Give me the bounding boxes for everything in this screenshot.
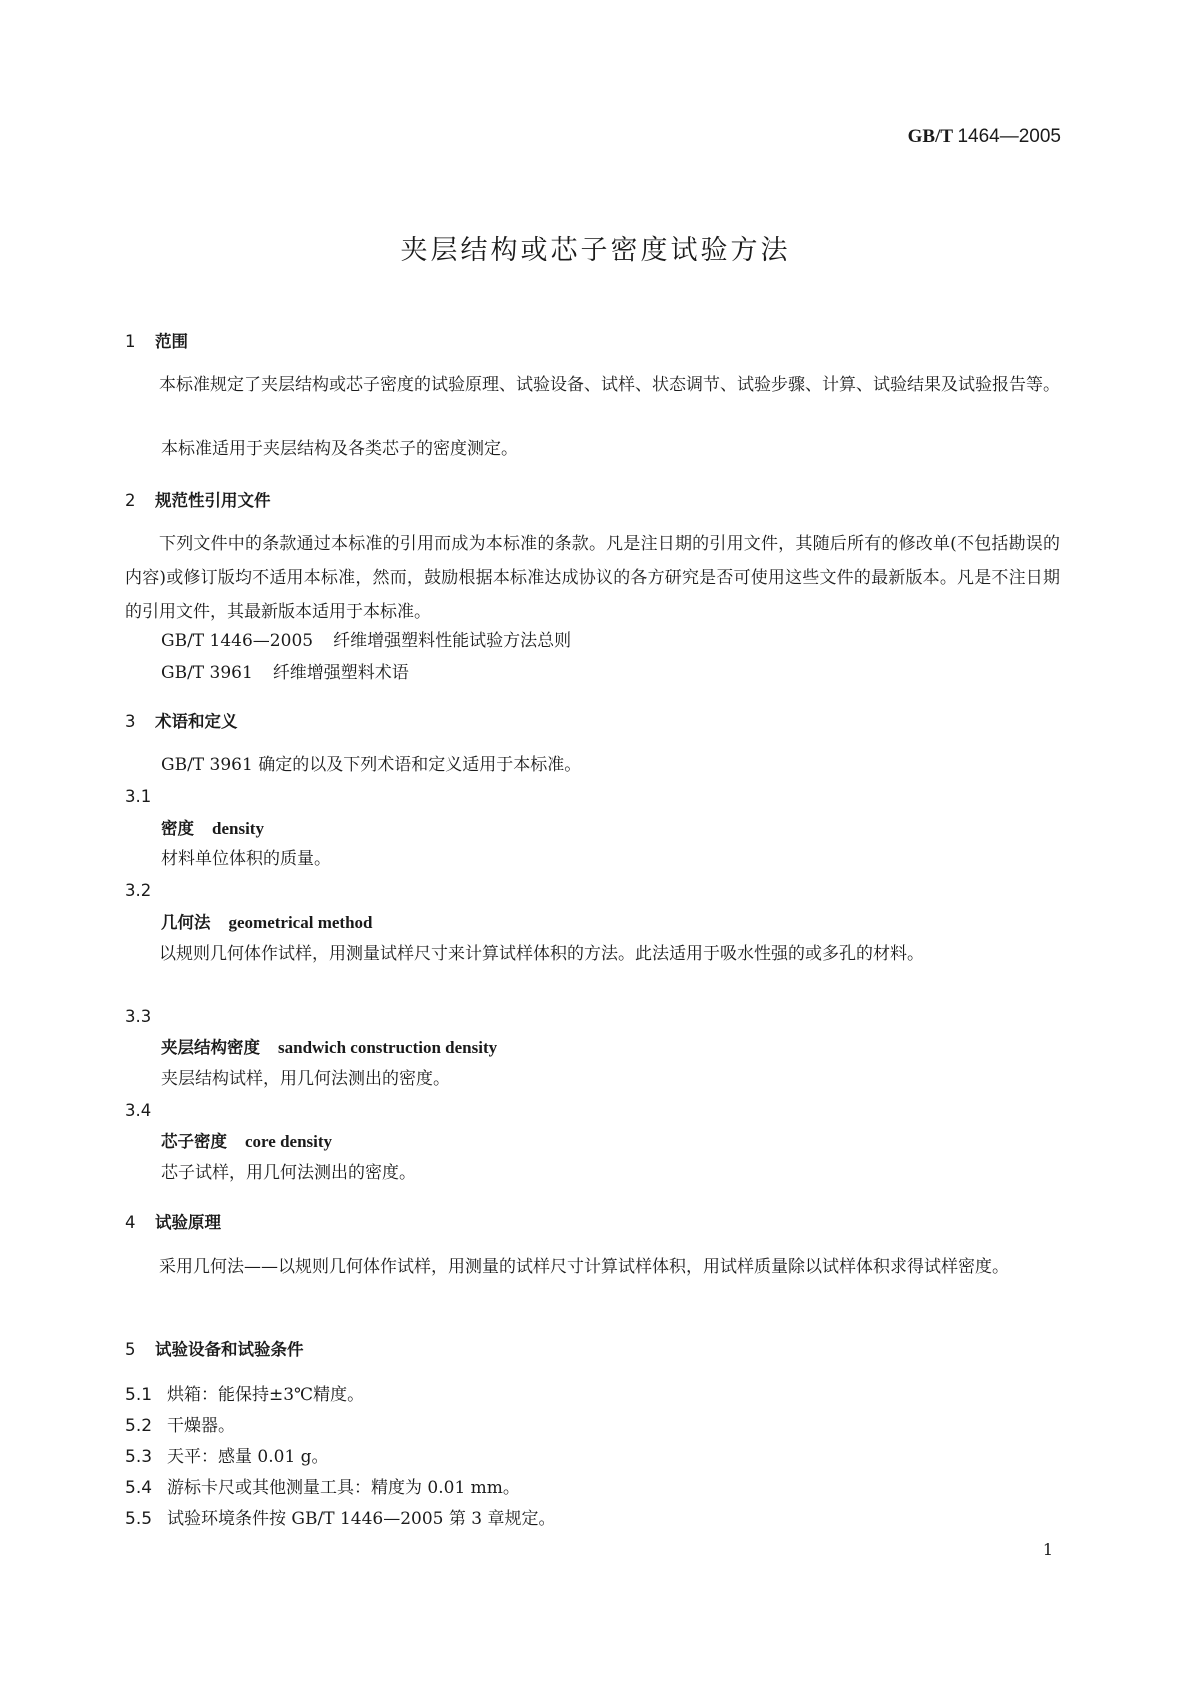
section-1-paragraph-2: 本标准适用于夹层结构及各类芯子的密度测定。 xyxy=(161,439,518,459)
standard-code xyxy=(908,126,1061,148)
list-item: 5.5 试验环境条件按 GB/T 1446—2005 第 3 章规定。 xyxy=(125,1509,556,1529)
section-heading-5: 5 试验设备和试验条件 xyxy=(125,1340,304,1359)
section-heading-3: 3 术语和定义 xyxy=(125,712,238,731)
term-definition: 以规则几何体作试样，用测量试样尺寸来计算试样体积的方法。此法适用于吸水性强的或多孔的材料。 xyxy=(159,944,924,964)
document-title: 夹层结构或芯子密度试验方法 xyxy=(400,235,791,266)
term-number: 3.3 xyxy=(125,1007,152,1026)
term-number: 3.1 xyxy=(125,787,152,806)
standard-prefix: GB/T xyxy=(907,126,953,147)
term-definition: 芯子试样，用几何法测出的密度。 xyxy=(161,1163,416,1183)
term-number: 3.2 xyxy=(125,881,152,900)
list-item: 5.3 天平：感量 0.01 g。 xyxy=(125,1447,329,1467)
section-heading-2: 2 规范性引用文件 xyxy=(125,491,271,510)
term-heading: 几何法 geometrical method xyxy=(161,913,373,932)
list-item: 5.4 游标卡尺或其他测量工具：精度为 0.01 mm。 xyxy=(125,1478,520,1498)
term-heading: 密度 density xyxy=(161,819,264,838)
reference-item: GB/T 1446—2005 纤维增强塑料性能试验方法总则 xyxy=(161,631,572,651)
section-heading-1: 1 范围 xyxy=(125,332,188,351)
term-heading: 芯子密度 core density xyxy=(161,1132,333,1151)
list-item: 5.2 干燥器。 xyxy=(125,1416,235,1436)
list-item: 5.1 烘箱：能保持±3℃精度。 xyxy=(125,1385,365,1405)
section-1-paragraph-1: 本标准规定了夹层结构或芯子密度的试验原理、试验设备、试样、状态调节、试验步骤、计算、试验结果及试验报告等。 xyxy=(159,375,1060,395)
section-2-paragraph-1: 下列文件中的条款通过本标准的引用而成为本标准的条款。凡是注日期的引用文件，其随后所有的修改单(不包括勘误的内容)或修订版均不适用本标准，然而，鼓励根据本标准达成协议的各方研究是否可使用这些文件的最新版本。凡是不注日期的引用文件，其最新版本适用于本标准。 xyxy=(125,534,1060,622)
term-number: 3.4 xyxy=(125,1101,152,1120)
reference-item: GB/T 3961 纤维增强塑料术语 xyxy=(161,663,409,683)
term-heading: 夹层结构密度 sandwich construction density xyxy=(161,1038,498,1057)
section-3-paragraph-1: GB/T 3961 确定的以及下列术语和定义适用于本标准。 xyxy=(161,755,582,775)
section-4-paragraph-1: 采用几何法——以规则几何体作试样，用测量的试样尺寸计算试样体积，用试样质量除以试样体积求得试样密度。 xyxy=(159,1257,1009,1277)
term-definition: 夹层结构试样，用几何法测出的密度。 xyxy=(161,1069,450,1089)
term-definition: 材料单位体积的质量。 xyxy=(161,849,331,869)
section-heading-4: 4 试验原理 xyxy=(125,1213,221,1232)
standard-number: 1464—2005 xyxy=(957,126,1061,147)
page-number: 1 xyxy=(1042,1540,1053,1559)
